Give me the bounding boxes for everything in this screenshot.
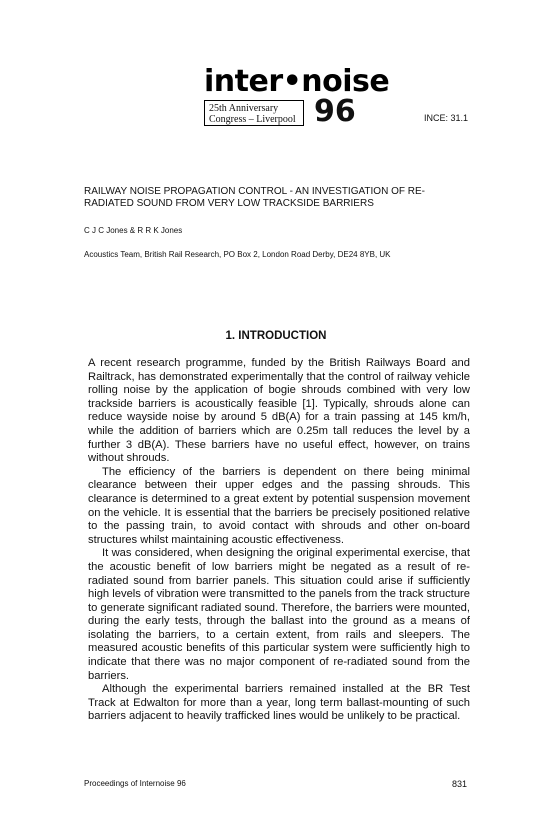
section-heading: 1. INTRODUCTION <box>225 330 327 342</box>
conference-logo <box>200 64 390 136</box>
paragraph: Although the experimental barriers remained installed at the BR Test Track at Edwalton for more than a year, long term ballast-mounting of such barriers adjacent to heavily trafficked lines would be unlikely to be practical. <box>88 683 470 723</box>
logo-box-line2: Congress – Liverpool <box>209 114 296 125</box>
logo-wordmark: inter•noise <box>204 64 390 99</box>
logo-anniversary-box <box>204 100 304 126</box>
author-affiliation: Acoustics Team, British Rail Research, PO Box 2, London Road Derby, DE24 8YB, UK <box>84 250 391 259</box>
paragraph: A recent research programme, funded by the British Railways Board and Railtrack, has demonstrated experimentally that the control of railway vehicle rolling noise by the application of bogie shrouds combined with very low trackside barriers is acoustically feasible [1]. Typically, shrouds alone can reduce wayside noise by around 5 dB(A) for a train passing at 145 km/h, while the addition of barriers which are 0.25m tall reduces the level by a further 3 dB(A). These barriers have no useful effect, however, on trains without shrouds. <box>88 357 470 465</box>
paper-title: RAILWAY NOISE PROPAGATION CONTROL - AN INVESTIGATION OF RE-RADIATED SOUND FROM VERY LOW TRACKSIDE BARRIERS <box>84 186 425 209</box>
logo-year: 96 <box>314 94 356 129</box>
body-text <box>88 357 470 724</box>
paragraph: It was considered, when designing the original experimental exercise, that the acoustic benefit of low barriers might be negated as a result of re-radiated sound from barrier panels. This situation could arise if sufficiently high levels of vibration were transmitted to the panels from the track structure to generate significant radiated sound. Therefore, the barriers were mounted, during the early tests, through the ballast into the ground as a means of isolating the barriers, to a certain extent, from rails and sleepers. The measured acoustic benefits of this particular system were sufficiently high to indicate that there was no major component of re-radiated sound from the barriers. <box>88 547 470 682</box>
page-number: 831 <box>452 779 468 789</box>
paragraph: The efficiency of the barriers is dependent on there being minimal clearance between their upper edges and the passing shrouds. This clearance is determined to a great extent by potential suspension movement on the vehicle. It is essential that the barriers be precisely positioned relative to the passing train, to avoid contact with shrouds and other on-board structures whilst maintaining acoustic effectiveness. <box>88 465 470 546</box>
footer-proceedings: Proceedings of Internoise 96 <box>84 779 186 788</box>
logo-box-line1: 25th Anniversary <box>209 103 279 114</box>
paper-authors: C J C Jones & R R K Jones <box>84 226 183 235</box>
paper-reference-code: INCE: 31.1 <box>424 113 469 123</box>
